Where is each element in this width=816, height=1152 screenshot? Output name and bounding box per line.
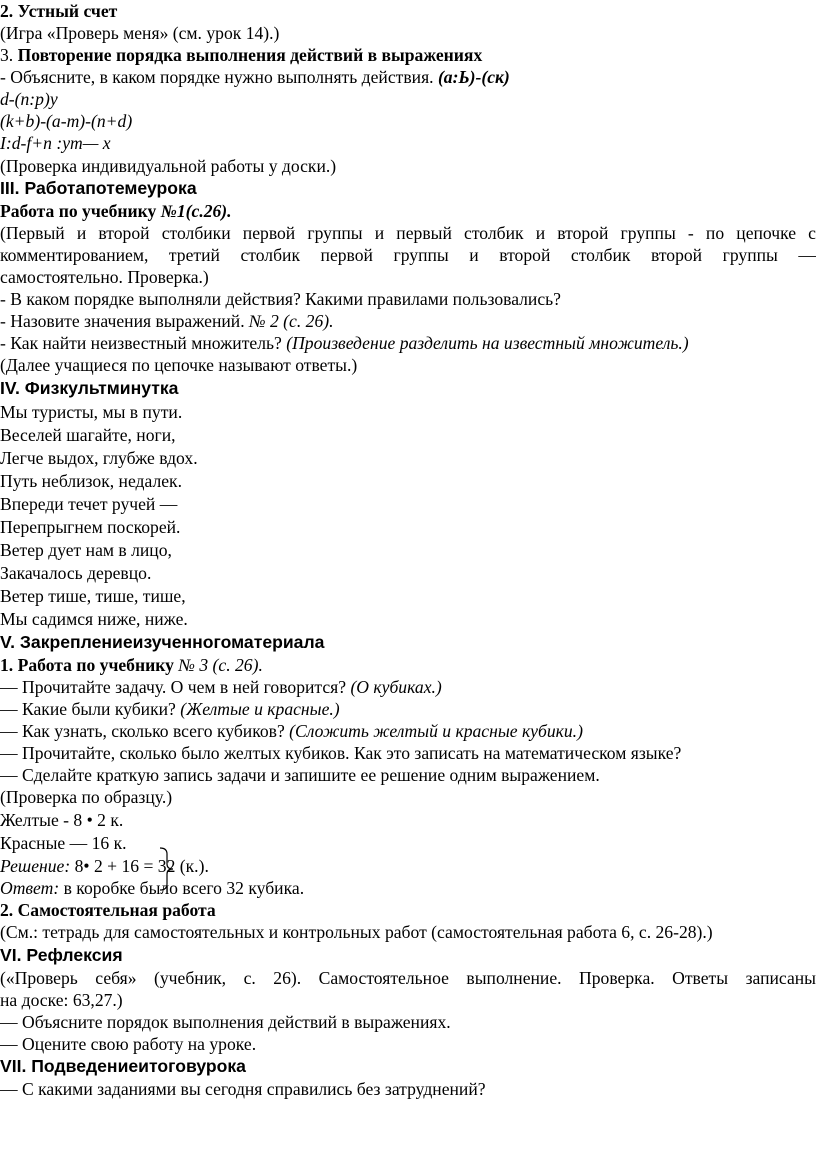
question-line: - Как найти неизвестный множитель? (Произведение разделить на известный множитель.) bbox=[0, 333, 689, 353]
question-line: - Назовите значения выражений. № 2 (с. 26). bbox=[0, 311, 334, 331]
paragraph-line: на доске: 63,27.) bbox=[0, 990, 123, 1010]
expression-line: d-(n:p)y bbox=[0, 89, 58, 109]
poem-line: Ветер дует нам в лицо, bbox=[0, 540, 172, 560]
poem-line: Мы туристы, мы в пути. bbox=[0, 402, 183, 422]
record-red: Красные — 16 к. bbox=[0, 833, 127, 853]
section-v-task-2-note: (См.: тетрадь для самостоятельных и контрольных работ (самостоятельная работа 6, с. 26-28).) bbox=[0, 922, 713, 942]
poem-line: Легче выдох, глубже вдох. bbox=[0, 448, 198, 468]
question-line: — Оцените свою работу на уроке. bbox=[0, 1034, 257, 1054]
record-yellow: Желтые - 8 • 2 к. bbox=[0, 810, 124, 830]
question-line: - В каком порядке выполняли действия? Какими правилами пользовались? bbox=[0, 289, 561, 309]
solution-line: Решение: 8• 2 + 16 = 32 (к.). bbox=[0, 856, 209, 876]
question-line: — Прочитайте задачу. О чем в ней говорится? (О кубиках.) bbox=[0, 677, 442, 697]
section-2-title: 2. Устный счет bbox=[0, 1, 118, 21]
answer-line: Ответ: в коробке было всего 32 кубика. bbox=[0, 878, 305, 898]
section-v-note: (Проверка по образцу.) bbox=[0, 787, 173, 807]
section-2-note: (Игра «Проверь меня» (см. урок 14).) bbox=[0, 23, 280, 43]
section-3-question: - Объясните, в каком порядке нужно выполнять действия. (а:Ь)-(ск) bbox=[0, 67, 510, 87]
poem-line: Ветер тише, тише, тише, bbox=[0, 586, 186, 606]
section-iii-note: (Далее учащиеся по цепочке называют ответы.) bbox=[0, 355, 358, 375]
expression-line: (k+b)-(a-m)-(n+d) bbox=[0, 111, 133, 131]
question-line: — Прочитайте, сколько было желтых кубиков. Как это записать на математическом языке? bbox=[0, 743, 682, 763]
poem-line: Мы садимся ниже, ниже. bbox=[0, 609, 188, 629]
section-3-title: 3. Повторение порядка выполнения действий в выражениях bbox=[0, 45, 483, 65]
poem-line: Перепрыгнем поскорей. bbox=[0, 517, 181, 537]
question-line: — Как узнать, сколько всего кубиков? (Сложить желтый и красные кубики.) bbox=[0, 721, 583, 741]
section-iii-task: Работа по учебнику №1(с.26). bbox=[0, 201, 232, 221]
paragraph-line: самостоятельно. Проверка.) bbox=[0, 267, 209, 287]
section-v-heading: V. Закреплениеизученногоматериала bbox=[0, 632, 325, 652]
question-line: — С какими заданиями вы сегодня справились без затруднений? bbox=[0, 1079, 486, 1099]
section-iii-heading: III. Работапотемеурока bbox=[0, 178, 197, 198]
section-iv-heading: IV. Физкультминутка bbox=[0, 378, 179, 398]
section-v-task-1: 1. Работа по учебнику № 3 (с. 26). bbox=[0, 655, 263, 675]
section-vi-heading: VI. Рефлексия bbox=[0, 945, 123, 965]
paragraph-line: комментированием, третий столбик первой группы и второй столбик второй группы — bbox=[0, 245, 816, 265]
section-vii-heading: VII. Подведениеитоговурока bbox=[0, 1056, 246, 1076]
section-v-task-2: 2. Самостоятельная работа bbox=[0, 900, 216, 920]
poem-line: Впереди течет ручей — bbox=[0, 494, 178, 514]
poem-line: Путь неблизок, недалек. bbox=[0, 471, 182, 491]
poem-line: Закачалось деревцо. bbox=[0, 563, 152, 583]
expression-line: I:d-f+n :ym— x bbox=[0, 133, 111, 153]
poem-line: Веселей шагайте, ноги, bbox=[0, 425, 176, 445]
question-line: — Какие были кубики? (Желтые и красные.) bbox=[0, 699, 340, 719]
question-line: — Объясните порядок выполнения действий в выражениях. bbox=[0, 1012, 451, 1032]
paragraph-line: («Проверь себя» (учебник, с. 26). Самостоятельное выполнение. Проверка. Ответы записаны bbox=[0, 968, 816, 988]
paragraph-line: (Первый и второй столбики первой группы и первый столбик и второй группы - по цепочке с bbox=[0, 223, 816, 243]
section-3-note: (Проверка индивидуальной работы у доски.) bbox=[0, 156, 337, 176]
question-line: — Сделайте краткую запись задачи и запишите ее решение одним выражением. bbox=[0, 765, 600, 785]
